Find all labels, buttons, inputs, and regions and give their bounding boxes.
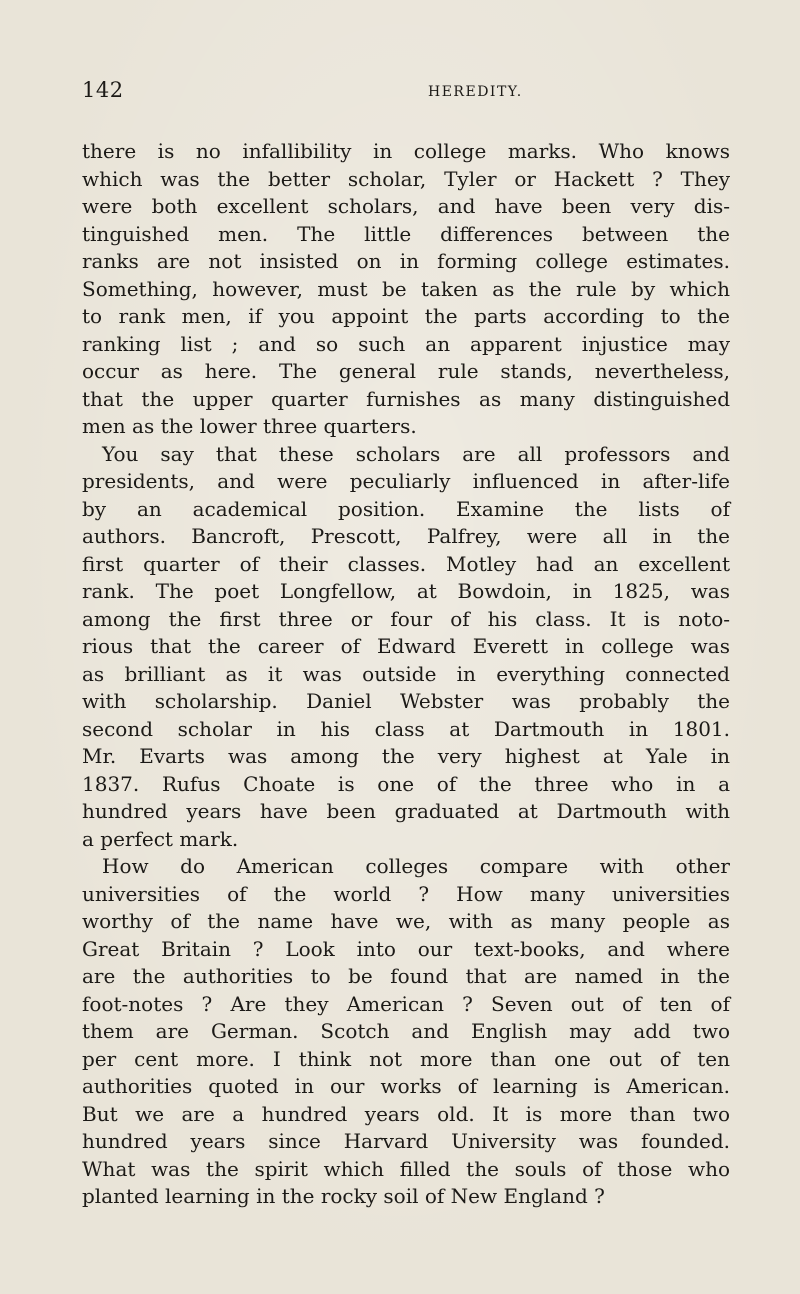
text-line: Great Britain ? Look into our text-books, and where: [82, 936, 730, 961]
text-line: foot-notes ? Are they American ? Seven out of ten of: [82, 991, 730, 1016]
text-line: presidents, and were peculiarly influenced in after-life: [82, 469, 730, 493]
paragraph-end-line: men as the lower three quarters.: [82, 414, 417, 438]
text-line: among the first three or four of his class. It is noto-: [82, 606, 730, 631]
text-line: rank. The poet Longfellow, at Bowdoin, in 1825, was: [82, 579, 730, 603]
text-line: with scholarship. Daniel Webster was probably the: [82, 689, 730, 713]
text-line: universities of the world ? How many universities: [82, 881, 730, 906]
text-line: 1837. Rufus Choate is one of the three who in a: [82, 771, 730, 796]
text-line: ranking list ; and so such an apparent injustice may: [82, 331, 730, 356]
text-line: second scholar in his class at Dartmouth in 1801.: [82, 716, 730, 741]
text-line: But we are a hundred years old. It is more than two: [82, 1101, 730, 1126]
text-line: tinguished men. The little differences between the: [82, 221, 730, 246]
text-line: authorities quoted in our works of learning is American.: [82, 1074, 730, 1098]
text-line: are the authorities to be found that are named in the: [82, 964, 730, 988]
text-line: What was the spirit which filled the souls of those who: [82, 1156, 730, 1181]
text-line: hundred years have been graduated at Dartmouth with: [82, 799, 730, 823]
paragraph-start-line: How do American colleges compare with other: [102, 854, 730, 878]
text-line: which was the better scholar, Tyler or Hackett ? They: [82, 166, 730, 191]
text-line: by an academical position. Examine the lists of: [82, 496, 730, 521]
text-line: Mr. Evarts was among the very highest at Yale in: [82, 744, 730, 768]
text-line: were both excellent scholars, and have been very dis-: [82, 194, 730, 218]
text-line: Something, however, must be taken as the rule by which: [82, 276, 730, 301]
text-line: as brilliant as it was outside in everything connected: [82, 661, 730, 686]
page-header: [82, 78, 722, 114]
body-text: [82, 138, 730, 1211]
text-line: occur as here. The general rule stands, nevertheless,: [82, 359, 730, 383]
text-line: to rank men, if you appoint the parts according to the: [82, 304, 730, 328]
running-title: HEREDITY.: [428, 84, 523, 100]
paragraph-end-line: a perfect mark.: [82, 826, 239, 851]
text-line: worthy of the name have we, with as many people as: [82, 909, 730, 933]
text-line: authors. Bancroft, Prescott, Palfrey, were all in the: [82, 524, 730, 548]
text-line: first quarter of their classes. Motley had an excellent: [82, 551, 730, 576]
text-line: rious that the career of Edward Everett in college was: [82, 634, 730, 658]
paragraph-start-line: You say that these scholars are all professors and: [102, 441, 730, 466]
text-line: that the upper quarter furnishes as many distinguished: [82, 386, 730, 411]
page-number: 142: [82, 78, 124, 102]
text-line: per cent more. I think not more than one out of ten: [82, 1046, 730, 1071]
text-line: there is no infallibility in college marks. Who knows: [82, 139, 730, 163]
text-line: ranks are not insisted on in forming college estimates.: [82, 249, 730, 273]
text-line: planted learning in the rocky soil of New England ?: [82, 1184, 605, 1208]
text-line: hundred years since Harvard University was founded.: [82, 1129, 730, 1153]
text-line: them are German. Scotch and English may add two: [82, 1019, 730, 1043]
